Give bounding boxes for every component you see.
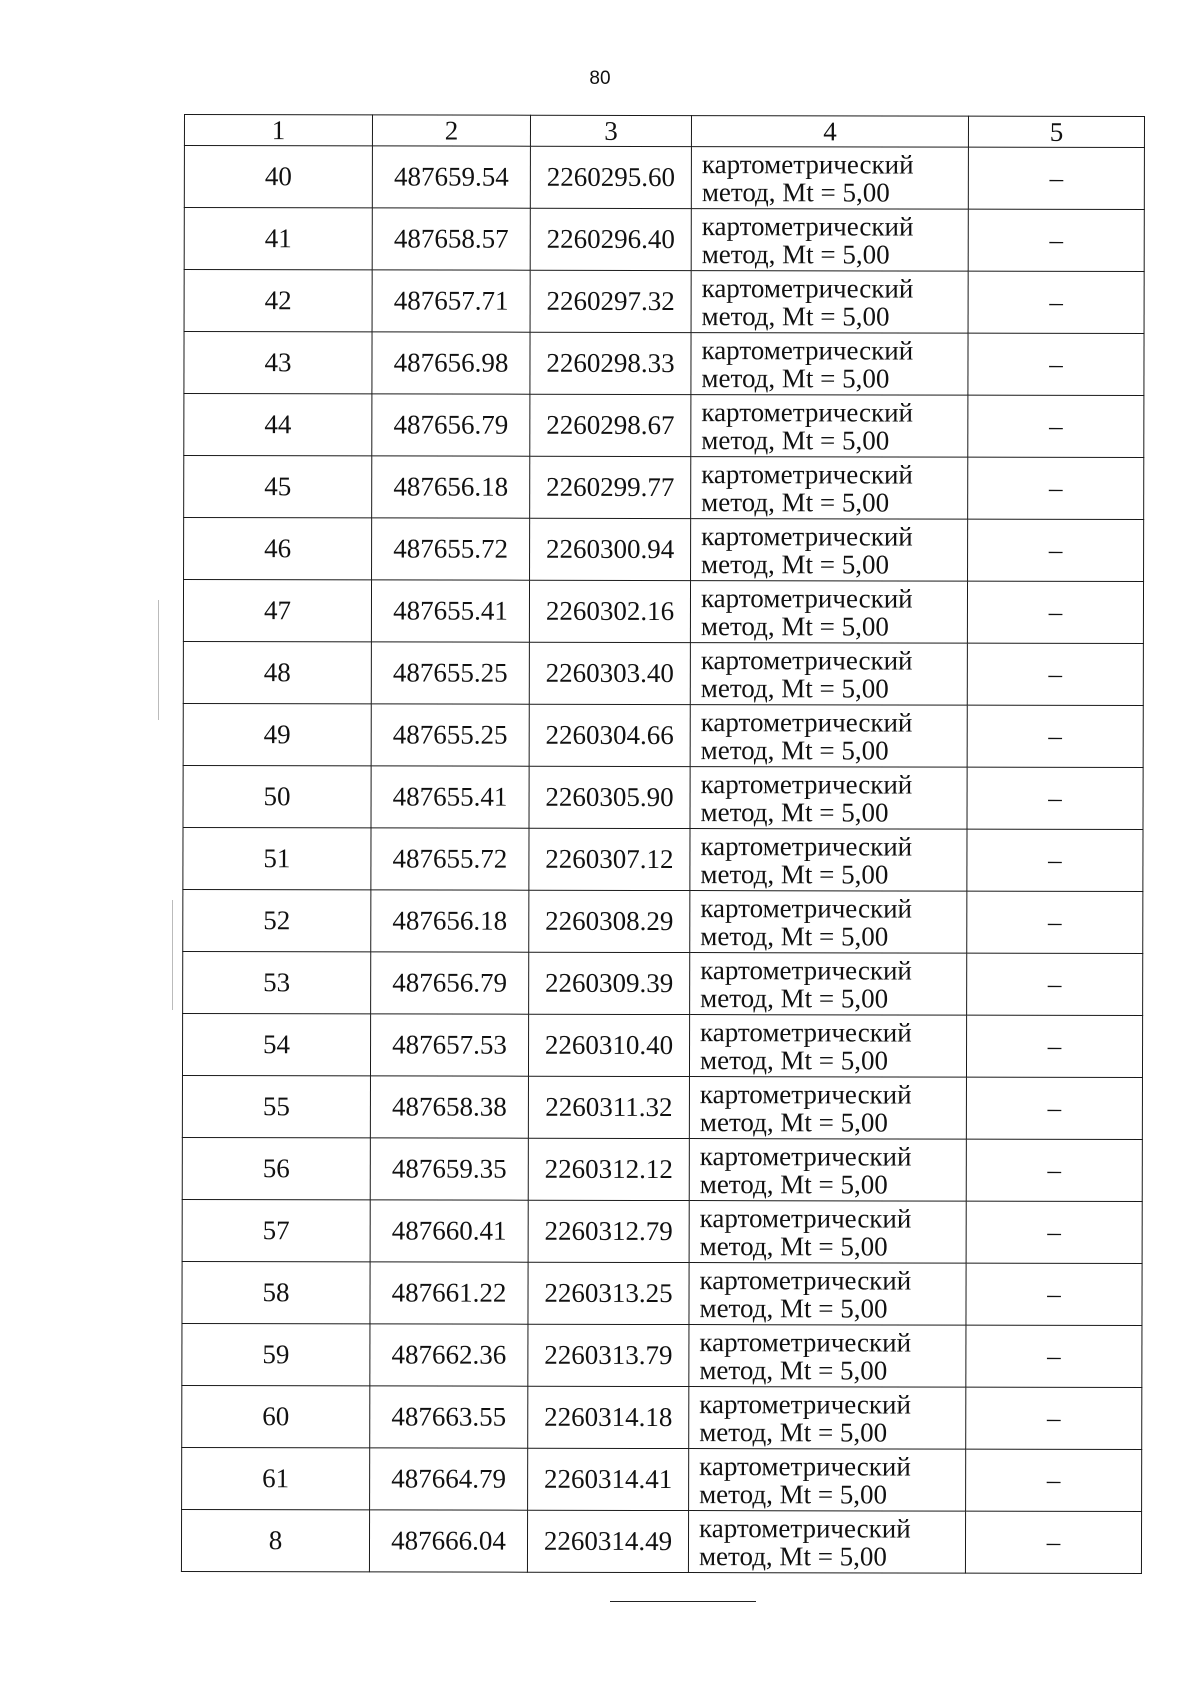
method-cell: [690, 829, 967, 892]
note-cell: –: [965, 1511, 1141, 1573]
y-coordinate-cell: 2260313.79: [528, 1324, 689, 1386]
note-cell: –: [967, 581, 1143, 643]
method-cell: [690, 643, 967, 706]
table-row: [182, 1013, 1142, 1077]
method-line-2: метод, Mt = 5,00: [701, 238, 890, 269]
column-header: 2: [372, 115, 530, 146]
x-coordinate-cell: 487655.72: [371, 828, 529, 890]
table-row: [182, 1137, 1142, 1201]
y-coordinate-cell: 2260310.40: [528, 1014, 689, 1076]
point-number-cell: 54: [182, 1013, 370, 1075]
note-cell: –: [967, 705, 1143, 767]
method-cell: [691, 147, 968, 210]
method-line-1: картометрический: [699, 1388, 911, 1420]
table-row: [182, 1385, 1142, 1449]
note-cell: –: [966, 1201, 1142, 1263]
y-coordinate-cell: 2260305.90: [529, 766, 690, 828]
method-line-1: картометрический: [700, 1016, 912, 1048]
method-line-1: картометрический: [701, 520, 913, 552]
method-line-1: картометрический: [699, 1512, 911, 1544]
point-number-cell: 40: [184, 146, 372, 208]
method-line-2: метод, Mt = 5,00: [699, 1230, 888, 1261]
note-cell: –: [966, 1077, 1142, 1139]
y-coordinate-cell: 2260312.79: [528, 1200, 689, 1262]
y-coordinate-cell: 2260295.60: [530, 146, 691, 208]
table-row: [184, 270, 1144, 334]
y-coordinate-cell: 2260297.32: [530, 270, 691, 332]
page-number: 80: [589, 68, 611, 89]
note-cell: –: [967, 953, 1143, 1015]
y-coordinate-cell: 2260296.40: [530, 208, 691, 270]
method-line-2: метод, Mt = 5,00: [701, 176, 890, 207]
point-number-cell: 58: [182, 1261, 370, 1323]
method-cell: [689, 1201, 966, 1264]
scan-artifact-line: [172, 900, 173, 1010]
coordinates-table-body: [181, 115, 1144, 1574]
method-line-1: картометрический: [699, 1450, 911, 1482]
y-coordinate-cell: 2260307.12: [529, 828, 690, 890]
point-number-cell: 47: [183, 580, 371, 642]
x-coordinate-cell: 487656.79: [371, 952, 529, 1014]
method-line-1: картометрический: [701, 396, 914, 428]
point-number-cell: 52: [183, 889, 371, 951]
y-coordinate-cell: 2260299.77: [530, 456, 691, 518]
method-cell: [689, 1015, 966, 1078]
method-line-2: метод, Mt = 5,00: [701, 362, 890, 393]
note-cell: –: [966, 1015, 1142, 1077]
method-line-1: картометрический: [701, 334, 914, 366]
y-coordinate-cell: 2260314.18: [528, 1386, 689, 1448]
method-cell: [690, 705, 967, 768]
y-coordinate-cell: 2260314.41: [528, 1448, 689, 1510]
method-line-2: метод, Mt = 5,00: [699, 1354, 888, 1385]
table-header-row: [184, 115, 1144, 148]
method-line-2: метод, Mt = 5,00: [699, 1106, 888, 1137]
y-coordinate-cell: 2260298.33: [530, 332, 691, 394]
coordinates-table: [181, 114, 1145, 1574]
method-line-2: метод, Mt = 5,00: [700, 610, 889, 641]
method-cell: [691, 209, 968, 272]
point-number-cell: 48: [183, 641, 371, 703]
method-line-2: метод, Mt = 5,00: [700, 796, 889, 827]
method-line-2: метод, Mt = 5,00: [701, 486, 890, 517]
x-coordinate-cell: 487655.25: [371, 704, 529, 766]
method-line-1: картометрический: [699, 1140, 912, 1172]
method-cell: [689, 1325, 966, 1388]
method-line-2: метод, Mt = 5,00: [699, 1292, 888, 1323]
method-line-1: картометрический: [701, 148, 914, 180]
method-line-2: метод, Mt = 5,00: [701, 424, 890, 455]
note-cell: –: [968, 395, 1144, 457]
method-cell: [689, 1449, 966, 1512]
x-coordinate-cell: 487655.72: [372, 518, 530, 580]
method-line-2: метод, Mt = 5,00: [699, 1478, 888, 1509]
table-row: [181, 1509, 1141, 1573]
note-cell: –: [967, 767, 1143, 829]
column-header: 4: [691, 116, 968, 148]
y-coordinate-cell: 2260313.25: [528, 1262, 689, 1324]
method-line-1: картометрический: [699, 1078, 912, 1110]
method-cell: [689, 1077, 966, 1140]
note-cell: –: [968, 209, 1144, 271]
x-coordinate-cell: 487657.71: [372, 270, 530, 332]
method-cell: [689, 1387, 966, 1450]
method-line-1: картометрический: [700, 582, 913, 614]
x-coordinate-cell: 487660.41: [370, 1200, 528, 1262]
note-cell: –: [966, 1139, 1142, 1201]
method-cell: [691, 519, 968, 582]
table-row: [183, 765, 1143, 829]
point-number-cell: 56: [182, 1137, 370, 1199]
method-line-2: метод, Mt = 5,00: [699, 1416, 888, 1447]
x-coordinate-cell: 487661.22: [370, 1262, 528, 1324]
method-cell: [691, 457, 968, 520]
point-number-cell: 60: [182, 1385, 370, 1447]
point-number-cell: 42: [184, 270, 372, 332]
method-line-1: картометрический: [700, 768, 913, 800]
note-cell: –: [966, 1387, 1142, 1449]
x-coordinate-cell: 487655.41: [371, 580, 529, 642]
point-number-cell: 51: [183, 827, 371, 889]
method-cell: [689, 1139, 966, 1202]
method-cell: [690, 767, 967, 830]
point-number-cell: 50: [183, 765, 371, 827]
x-coordinate-cell: 487663.55: [370, 1386, 528, 1448]
column-header: 5: [968, 116, 1144, 147]
table-row: [184, 208, 1144, 272]
table-row: [184, 332, 1144, 396]
note-cell: –: [967, 643, 1143, 705]
method-cell: [689, 1263, 966, 1326]
table-row: [183, 889, 1143, 953]
method-line-2: метод, Mt = 5,00: [699, 1044, 889, 1075]
method-line-1: картометрический: [701, 458, 913, 490]
table-row: [184, 394, 1144, 458]
note-cell: –: [968, 147, 1144, 209]
point-number-cell: 8: [181, 1509, 369, 1571]
method-line-1: картометрический: [701, 272, 914, 304]
point-number-cell: 43: [184, 332, 372, 394]
method-cell: [690, 891, 967, 954]
method-cell: [688, 1511, 965, 1574]
note-cell: –: [966, 1449, 1142, 1511]
table-row: [183, 641, 1143, 705]
method-line-1: картометрический: [700, 644, 913, 676]
y-coordinate-cell: 2260309.39: [529, 952, 690, 1014]
method-line-2: метод, Mt = 5,00: [701, 300, 890, 331]
method-cell: [690, 953, 967, 1016]
method-line-2: метод, Mt = 5,00: [699, 1168, 888, 1199]
method-line-1: картометрический: [699, 1326, 912, 1358]
table-row: [183, 951, 1143, 1015]
method-cell: [691, 271, 968, 334]
method-line-2: метод, Mt = 5,00: [700, 672, 889, 703]
method-line-2: метод, Mt = 5,00: [700, 920, 889, 951]
y-coordinate-cell: 2260304.66: [529, 704, 690, 766]
note-cell: –: [967, 829, 1143, 891]
x-coordinate-cell: 487656.98: [372, 332, 530, 394]
y-coordinate-cell: 2260311.32: [528, 1076, 689, 1138]
table-row: [182, 1261, 1142, 1325]
table-row: [183, 703, 1143, 767]
note-cell: –: [968, 457, 1144, 519]
method-line-2: метод, Mt = 5,00: [700, 734, 889, 765]
x-coordinate-cell: 487658.57: [372, 208, 530, 270]
table-row: [182, 1323, 1142, 1387]
x-coordinate-cell: 487656.18: [371, 890, 529, 952]
x-coordinate-cell: 487666.04: [369, 1510, 527, 1572]
table-row: [184, 146, 1144, 210]
column-header: 1: [184, 115, 372, 146]
point-number-cell: 46: [184, 518, 372, 580]
method-line-1: картометрический: [700, 830, 913, 862]
table-row: [182, 1447, 1142, 1511]
table-row: [182, 1075, 1142, 1139]
column-header: 3: [530, 115, 691, 146]
x-coordinate-cell: 487658.38: [370, 1076, 528, 1138]
method-line-1: картометрический: [699, 1264, 912, 1296]
note-cell: –: [968, 519, 1144, 581]
x-coordinate-cell: 487659.35: [370, 1138, 528, 1200]
x-coordinate-cell: 487656.18: [372, 456, 530, 518]
x-coordinate-cell: 487655.25: [371, 642, 529, 704]
x-coordinate-cell: 487656.79: [372, 394, 530, 456]
point-number-cell: 55: [182, 1075, 370, 1137]
note-cell: –: [968, 333, 1144, 395]
method-cell: [690, 581, 967, 644]
x-coordinate-cell: 487657.53: [370, 1014, 528, 1076]
footer-rule: [610, 1601, 756, 1602]
method-line-1: картометрический: [701, 210, 914, 242]
point-number-cell: 45: [184, 456, 372, 518]
x-coordinate-cell: 487662.36: [370, 1324, 528, 1386]
y-coordinate-cell: 2260303.40: [529, 642, 690, 704]
y-coordinate-cell: 2260300.94: [530, 518, 691, 580]
table-row: [184, 456, 1144, 520]
x-coordinate-cell: 487655.41: [371, 766, 529, 828]
y-coordinate-cell: 2260308.29: [529, 890, 690, 952]
method-line-1: картометрический: [700, 954, 912, 986]
point-number-cell: 41: [184, 208, 372, 270]
note-cell: –: [966, 1325, 1142, 1387]
y-coordinate-cell: 2260314.49: [527, 1510, 688, 1572]
table-row: [182, 1199, 1142, 1263]
point-number-cell: 61: [182, 1447, 370, 1509]
point-number-cell: 53: [183, 951, 371, 1013]
method-line-2: метод, Mt = 5,00: [698, 1540, 887, 1571]
note-cell: –: [967, 891, 1143, 953]
method-cell: [691, 395, 968, 458]
table-row: [183, 580, 1143, 644]
y-coordinate-cell: 2260302.16: [529, 580, 690, 642]
y-coordinate-cell: 2260298.67: [530, 394, 691, 456]
x-coordinate-cell: 487664.79: [370, 1448, 528, 1510]
method-line-1: картометрический: [700, 892, 913, 924]
table-row: [184, 518, 1144, 582]
point-number-cell: 57: [182, 1199, 370, 1261]
method-line-2: метод, Mt = 5,00: [701, 548, 890, 579]
method-cell: [691, 333, 968, 396]
method-line-2: метод, Mt = 5,00: [700, 982, 889, 1013]
table-row: [183, 827, 1143, 891]
x-coordinate-cell: 487659.54: [372, 146, 530, 208]
point-number-cell: 49: [183, 703, 371, 765]
method-line-1: картометрический: [700, 706, 913, 738]
point-number-cell: 59: [182, 1323, 370, 1385]
method-line-1: картометрический: [699, 1202, 912, 1234]
method-line-2: метод, Mt = 5,00: [700, 858, 889, 889]
point-number-cell: 44: [184, 394, 372, 456]
scan-artifact-line: [158, 600, 159, 720]
y-coordinate-cell: 2260312.12: [528, 1138, 689, 1200]
note-cell: –: [966, 1263, 1142, 1325]
note-cell: –: [968, 271, 1144, 333]
